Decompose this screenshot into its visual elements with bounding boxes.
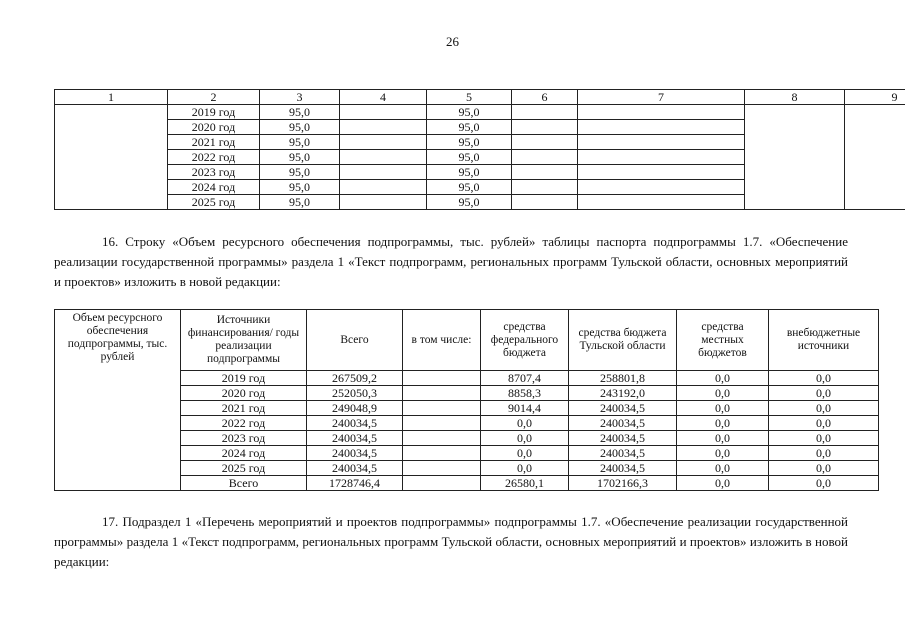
cell <box>512 105 578 120</box>
column-header: средства федерального бюджета <box>481 310 569 371</box>
local-cell: 0,0 <box>677 476 769 491</box>
year-cell: 2019 год <box>168 105 260 120</box>
table-header-row <box>55 310 879 371</box>
local-cell: 0,0 <box>677 431 769 446</box>
column-number: 9 <box>845 90 905 105</box>
extra-budget-cell: 0,0 <box>769 371 879 386</box>
value-cell: 95,0 <box>427 105 512 120</box>
cell <box>403 461 481 476</box>
value-cell: 95,0 <box>427 150 512 165</box>
regional-cell: 243192,0 <box>569 386 677 401</box>
cell <box>403 431 481 446</box>
local-cell: 0,0 <box>677 371 769 386</box>
cell <box>512 195 578 210</box>
year-cell: 2020 год <box>181 386 307 401</box>
year-cell: 2022 год <box>168 150 260 165</box>
value-cell: 95,0 <box>427 165 512 180</box>
table-header-row <box>55 90 905 105</box>
column-header: Всего <box>307 310 403 371</box>
cell <box>512 150 578 165</box>
cell <box>403 371 481 386</box>
cell <box>403 446 481 461</box>
total-cell: 249048,9 <box>307 401 403 416</box>
cell <box>578 180 745 195</box>
federal-cell: 9014,4 <box>481 401 569 416</box>
column-header: внебюджетные источники <box>769 310 879 371</box>
federal-cell: 8707,4 <box>481 371 569 386</box>
row-label-cell: Объем ресурсного обеспечения подпрограммы, тыс. рублей <box>55 310 181 491</box>
paragraph-16: 16. Строку «Объем ресурсного обеспечения подпрограммы, тыс. рублей» таблицы паспорта подпрограммы 1.7. «Обеспечение реализации государственной программы» раздела 1 «Текст подпрограмм, региональных программ Тульской области, основных мероприятий и проектов» изложить в новой редакции: <box>54 234 848 289</box>
continued-table <box>54 89 905 210</box>
total-cell: 267509,2 <box>307 371 403 386</box>
total-cell: 95,0 <box>260 165 340 180</box>
column-number: 5 <box>427 90 512 105</box>
year-cell: 2022 год <box>181 416 307 431</box>
total-cell: 1728746,4 <box>307 476 403 491</box>
regional-cell: 240034,5 <box>569 461 677 476</box>
table-row <box>55 105 905 120</box>
cell <box>512 180 578 195</box>
total-cell: 240034,5 <box>307 431 403 446</box>
year-cell: 2024 год <box>181 446 307 461</box>
federal-cell: 26580,1 <box>481 476 569 491</box>
total-cell: 240034,5 <box>307 446 403 461</box>
regional-cell: 240034,5 <box>569 416 677 431</box>
extra-budget-cell: 0,0 <box>769 461 879 476</box>
resource-table <box>54 309 879 491</box>
year-cell: 2021 год <box>181 401 307 416</box>
cell <box>578 105 745 120</box>
total-label-cell: Всего <box>181 476 307 491</box>
column-number: 1 <box>55 90 168 105</box>
year-cell: 2025 год <box>168 195 260 210</box>
total-cell: 95,0 <box>260 105 340 120</box>
merged-cell <box>745 105 845 210</box>
year-cell: 2025 год <box>181 461 307 476</box>
column-number: 7 <box>578 90 745 105</box>
cell <box>578 120 745 135</box>
cell <box>340 180 427 195</box>
regional-cell: 240034,5 <box>569 446 677 461</box>
total-cell: 95,0 <box>260 135 340 150</box>
federal-cell: 0,0 <box>481 431 569 446</box>
column-number: 2 <box>168 90 260 105</box>
total-cell: 95,0 <box>260 180 340 195</box>
column-header: средства местных бюджетов <box>677 310 769 371</box>
year-cell: 2020 год <box>168 120 260 135</box>
value-cell: 95,0 <box>427 180 512 195</box>
total-cell: 240034,5 <box>307 416 403 431</box>
total-cell: 95,0 <box>260 195 340 210</box>
federal-cell: 0,0 <box>481 446 569 461</box>
year-cell: 2024 год <box>168 180 260 195</box>
column-header: в том числе: <box>403 310 481 371</box>
cell <box>403 416 481 431</box>
year-cell: 2021 год <box>168 135 260 150</box>
column-header: Источники финансирования/ годы реализации подпрограммы <box>181 310 307 371</box>
cell <box>340 105 427 120</box>
page-number: 26 <box>446 34 459 49</box>
merged-cell <box>55 105 168 210</box>
merged-cell <box>845 105 905 210</box>
regional-cell: 1702166,3 <box>569 476 677 491</box>
regional-cell: 240034,5 <box>569 431 677 446</box>
local-cell: 0,0 <box>677 416 769 431</box>
cell <box>578 135 745 150</box>
federal-cell: 0,0 <box>481 461 569 476</box>
year-cell: 2019 год <box>181 371 307 386</box>
column-number: 4 <box>340 90 427 105</box>
extra-budget-cell: 0,0 <box>769 401 879 416</box>
federal-cell: 8858,3 <box>481 386 569 401</box>
total-cell: 252050,3 <box>307 386 403 401</box>
value-cell: 95,0 <box>427 135 512 150</box>
year-cell: 2023 год <box>168 165 260 180</box>
cell <box>512 165 578 180</box>
extra-budget-cell: 0,0 <box>769 386 879 401</box>
value-cell: 95,0 <box>427 120 512 135</box>
cell <box>512 135 578 150</box>
value-cell: 95,0 <box>427 195 512 210</box>
cell <box>403 401 481 416</box>
column-header: средства бюджета Тульской области <box>569 310 677 371</box>
cell <box>340 150 427 165</box>
cell <box>578 195 745 210</box>
cell <box>340 195 427 210</box>
cell <box>340 135 427 150</box>
total-cell: 240034,5 <box>307 461 403 476</box>
total-cell: 95,0 <box>260 120 340 135</box>
cell <box>578 150 745 165</box>
extra-budget-cell: 0,0 <box>769 446 879 461</box>
column-number: 3 <box>260 90 340 105</box>
extra-budget-cell: 0,0 <box>769 476 879 491</box>
column-number: 6 <box>512 90 578 105</box>
paragraph-17: 17. Подраздел 1 «Перечень мероприятий и проектов подпрограммы» подпрограммы 1.7. «Обеспечение реализации государственной программы» раздела 1 «Текст подпрограмм, региональных программ Тульской области, основных мероприятий и проектов» изложить в новой редакции: <box>54 514 848 569</box>
cell <box>403 386 481 401</box>
local-cell: 0,0 <box>677 386 769 401</box>
total-cell: 95,0 <box>260 150 340 165</box>
extra-budget-cell: 0,0 <box>769 431 879 446</box>
year-cell: 2023 год <box>181 431 307 446</box>
local-cell: 0,0 <box>677 446 769 461</box>
local-cell: 0,0 <box>677 401 769 416</box>
local-cell: 0,0 <box>677 461 769 476</box>
column-number: 8 <box>745 90 845 105</box>
federal-cell: 0,0 <box>481 416 569 431</box>
regional-cell: 258801,8 <box>569 371 677 386</box>
cell <box>340 165 427 180</box>
extra-budget-cell: 0,0 <box>769 416 879 431</box>
cell <box>578 165 745 180</box>
cell <box>403 476 481 491</box>
cell <box>340 120 427 135</box>
regional-cell: 240034,5 <box>569 401 677 416</box>
cell <box>512 120 578 135</box>
